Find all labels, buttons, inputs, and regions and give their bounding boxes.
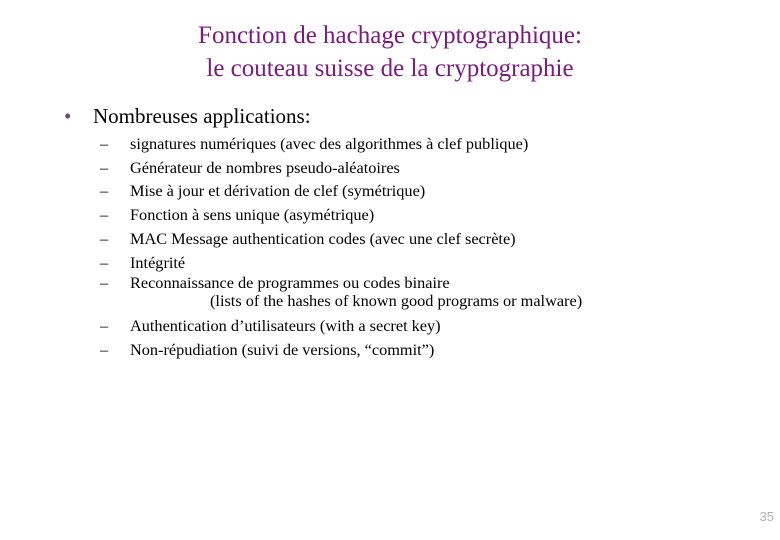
applications-list — [100, 132, 582, 362]
dash-icon: – — [100, 316, 109, 336]
list-item-continuation: (lists of the hashes of known good programs or malware) — [210, 291, 583, 311]
list-item — [100, 156, 582, 180]
list-item-text: Reconnaissance de programmes ou codes binaire — [130, 273, 450, 293]
main-bullet-text: Nombreuses applications: — [93, 104, 311, 128]
list-item — [100, 338, 582, 362]
title-line-1: Fonction de hachage cryptographique: — [198, 22, 582, 49]
dash-icon: – — [100, 273, 109, 293]
list-item-text: Mise à jour et dérivation de clef (symétrique) — [130, 181, 426, 201]
list-item-text: Intégrité — [130, 252, 186, 272]
bullet-icon: • — [64, 104, 72, 128]
page-number: 35 — [759, 509, 774, 524]
list-item — [100, 179, 582, 203]
dash-icon: – — [100, 205, 109, 225]
list-item — [100, 203, 582, 227]
dash-icon: – — [100, 157, 109, 177]
list-item — [100, 132, 582, 156]
slide-title — [0, 19, 780, 85]
list-item-text: Non-répudiation (suivi de versions, “commit”) — [130, 339, 435, 359]
main-bullet — [64, 103, 311, 129]
list-item-text: Générateur de nombres pseudo-aléatoires — [130, 157, 400, 177]
list-item-text: signatures numériques (avec des algorithmes à clef publique) — [130, 134, 529, 153]
dash-icon: – — [100, 228, 109, 248]
list-item — [100, 274, 582, 310]
list-item-text: MAC Message authentication codes (avec une clef secrète) — [130, 228, 516, 248]
list-item-text: Authentication d’utilisateurs (with a secret key) — [130, 316, 441, 336]
dash-icon: – — [100, 339, 109, 359]
title-line-2: le couteau suisse de la cryptographie — [206, 55, 574, 82]
dash-icon: – — [100, 181, 109, 201]
list-item — [100, 251, 582, 275]
list-item-text: Fonction à sens unique (asymétrique) — [130, 205, 375, 225]
list-item — [100, 314, 582, 338]
dash-icon: – — [100, 134, 109, 153]
dash-icon: – — [100, 252, 109, 272]
list-item — [100, 227, 582, 251]
